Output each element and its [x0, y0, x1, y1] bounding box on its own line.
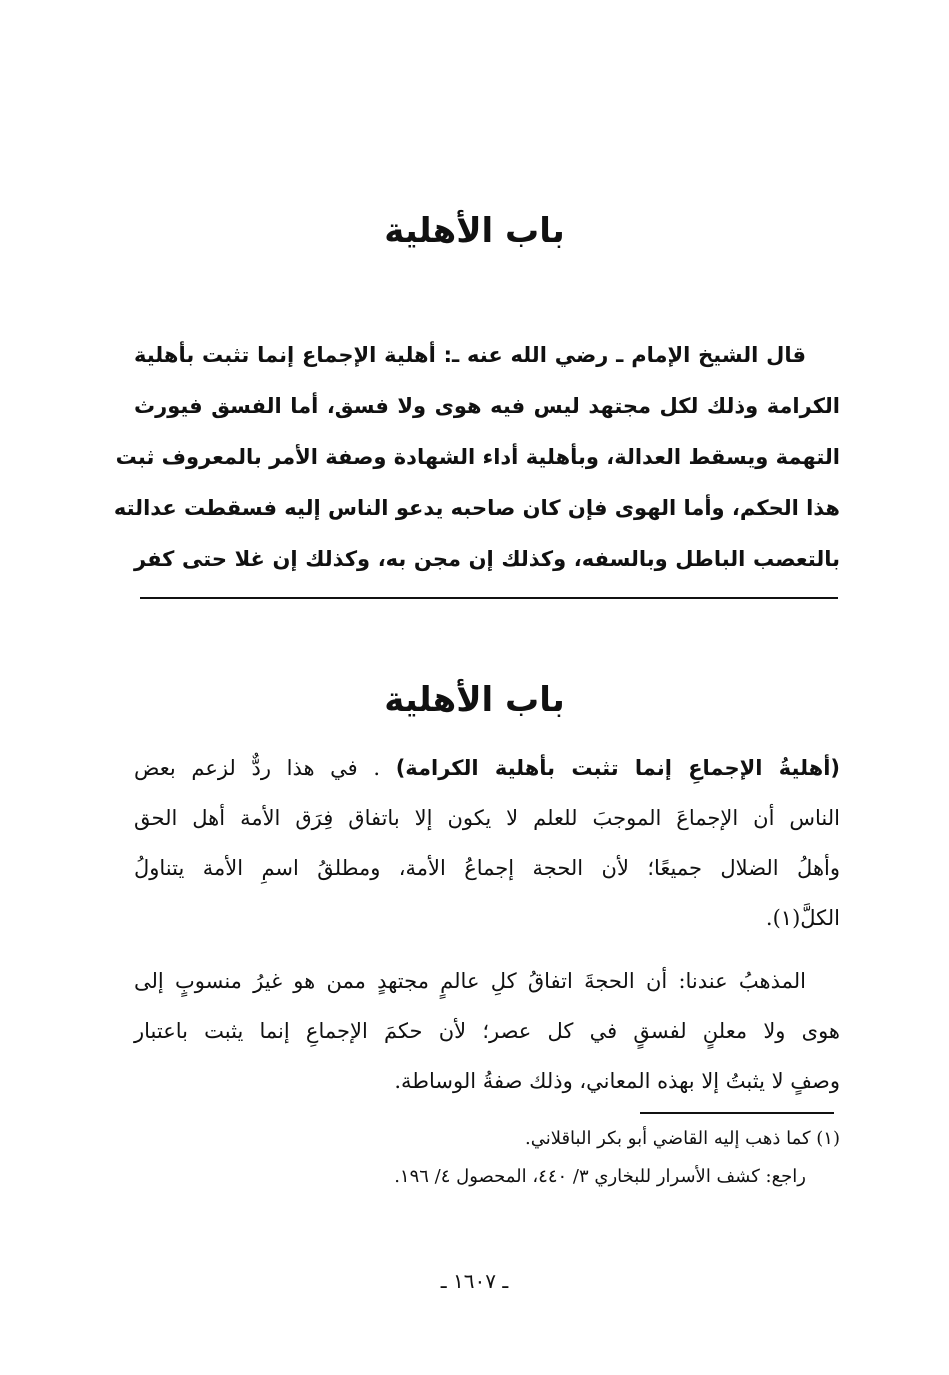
- matn-line: هذا الحكم، وأما الهوى فإن كان صاحبه يدعو الناس إليه فسقطت عدالته: [113, 496, 840, 520]
- footnote-reference: راجع: كشف الأسرار للبخاري ٣/ ٤٤٠، المحصول ٤/ ١٩٦.: [394, 1166, 806, 1187]
- sharh-line: [134, 743, 840, 793]
- matn-line: بالتعصب الباطل وبالسفه، وكذلك إن مجن به، وكذلك إن غلا حتى كفر: [134, 547, 840, 571]
- matn-line: التهمة ويسقط العدالة، وبأهلية أداء الشهادة وصفة الأمر بالمعروف ثبت: [115, 445, 840, 469]
- sharh-line: المذهبُ عندنا: أن الحجةَ اتفاقُ كلِ عالمٍ مجتهدٍ ممن هو غيرُ منسوبٍ إلى: [134, 969, 806, 993]
- section-divider: [140, 597, 838, 599]
- matn-line: قال الشيخ الإمام ـ رضي الله عنه ـ: أهلية الإجماع إنما تثبت بأهلية: [134, 343, 806, 367]
- sharh-line: وصفٍ لا يثبتُ إلا بهذه المعاني، وذلك صفةُ الوساطة.: [394, 1069, 840, 1093]
- matn-heading: باب الأهلية: [384, 211, 565, 251]
- matn-line: الكرامة وذلك لكل مجتهد ليس فيه هوى ولا فسق، أما الفسق فيورث: [134, 394, 840, 418]
- sharh-heading: باب الأهلية: [384, 680, 565, 720]
- matn-text: [113, 330, 840, 585]
- sharh-line: الكلَّ(١).: [765, 906, 840, 930]
- sharh-paragraph-1: [134, 743, 840, 943]
- footnotes: [280, 1120, 840, 1196]
- sharh-line: هوى ولا معلنٍ لفسقٍ في كل عصر؛ لأن حكمَ الإجماعِ إنما يثبت باعتبار: [134, 1019, 840, 1043]
- footnote-1: (١) كما ذهب إليه القاضي أبو بكر الباقلاني.: [524, 1128, 840, 1149]
- sharh-line: الناس أن الإجماعَ الموجبَ للعلم لا يكون إلا باتفاق فِرَق الأمة أهل الحق: [134, 806, 840, 830]
- sharh-line: وأهلُ الضلال جميعًا؛ لأن الحجة إجماعُ الأمة، ومطلقُ اسمِ الأمة يتناولُ: [134, 856, 840, 880]
- footnote-divider: [640, 1112, 834, 1114]
- sharh-paragraph-2: [134, 956, 840, 1106]
- sharh-text: . في هذا ردٌّ لزعم بعض: [134, 756, 381, 780]
- page-number: ـ ١٦٠٧ ـ: [440, 1269, 509, 1293]
- quoted-matn: (أهليةُ الإجماعِ إنما تثبت بأهلية الكرامة): [395, 756, 840, 780]
